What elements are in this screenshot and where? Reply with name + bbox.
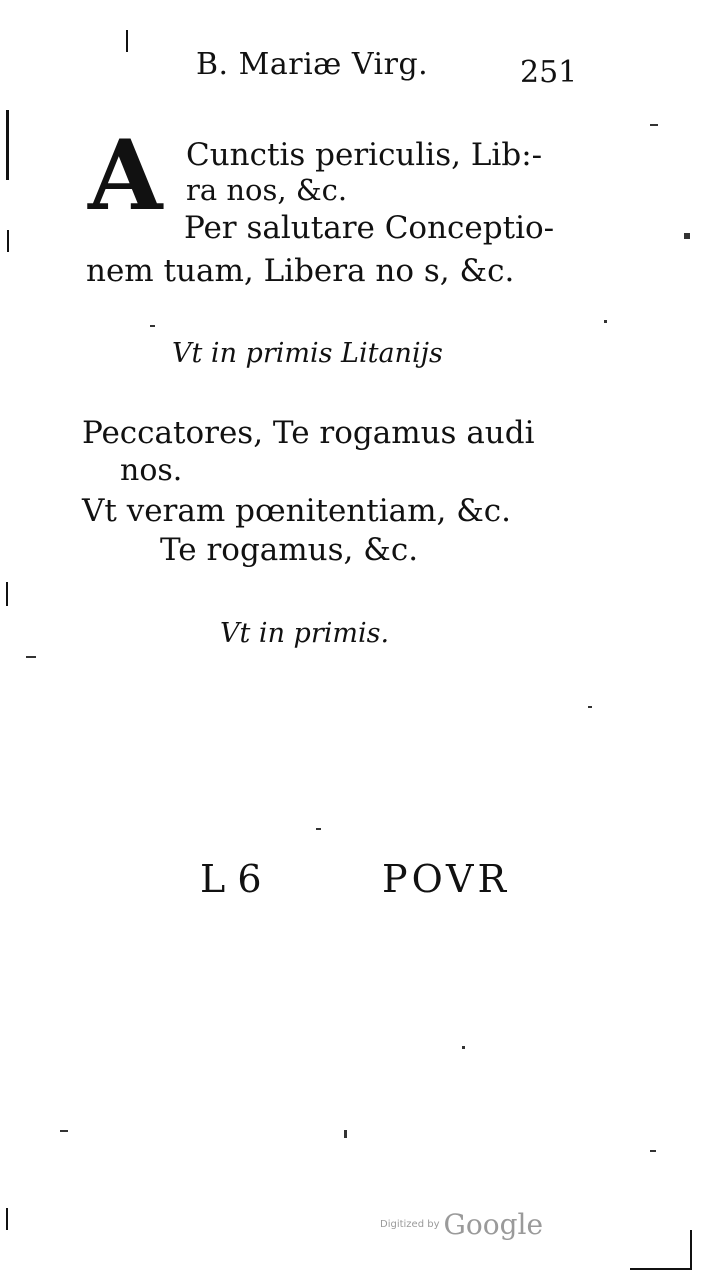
- digitized-by-label: Digitized by: [380, 1219, 440, 1230]
- google-logo: Google: [443, 1208, 544, 1241]
- text-line: Peccatores, Te rogamus audi: [82, 415, 535, 451]
- drop-capital: A: [88, 119, 163, 232]
- left-edge-mark: [6, 110, 9, 180]
- signature-mark: L 6: [200, 857, 262, 901]
- ink-speck: [684, 233, 690, 239]
- text-line: nem tuam, Libera no s, &c.: [86, 253, 515, 289]
- rubric: Vt in primis.: [220, 618, 390, 649]
- google-watermark: [380, 1208, 543, 1241]
- top-edge-mark: [126, 30, 128, 52]
- corner-edge-mark: [690, 1230, 692, 1270]
- text-line: Te rogamus, &c.: [160, 532, 419, 568]
- ink-speck: [462, 1046, 465, 1049]
- text-line: Per salutare Conceptio-: [184, 210, 555, 246]
- text-line: ra nos, &c.: [186, 173, 348, 207]
- left-edge-mark: [6, 1208, 8, 1230]
- ink-speck: [26, 656, 36, 658]
- ink-speck: [150, 325, 155, 327]
- page-number: 251: [520, 55, 578, 90]
- text-line: Vt veram pœnitentiam, &c.: [82, 493, 512, 529]
- corner-edge-mark: [630, 1268, 692, 1270]
- left-edge-mark: [7, 230, 9, 252]
- text-line: nos.: [120, 453, 183, 488]
- ink-speck: [316, 828, 321, 830]
- running-title: B. Mariæ Virg.: [196, 47, 429, 82]
- ink-speck: [650, 1150, 656, 1152]
- rubric: Vt in primis Litanijs: [172, 338, 443, 369]
- ink-speck: [588, 706, 592, 708]
- text-line: Cunctis periculis, Lib:-: [186, 137, 543, 173]
- ink-speck: [344, 1130, 347, 1138]
- catchword: POVR: [382, 857, 511, 901]
- ink-speck: [60, 1130, 68, 1132]
- ink-speck: [604, 320, 607, 323]
- left-edge-mark: [6, 582, 8, 606]
- ink-speck: [650, 124, 658, 126]
